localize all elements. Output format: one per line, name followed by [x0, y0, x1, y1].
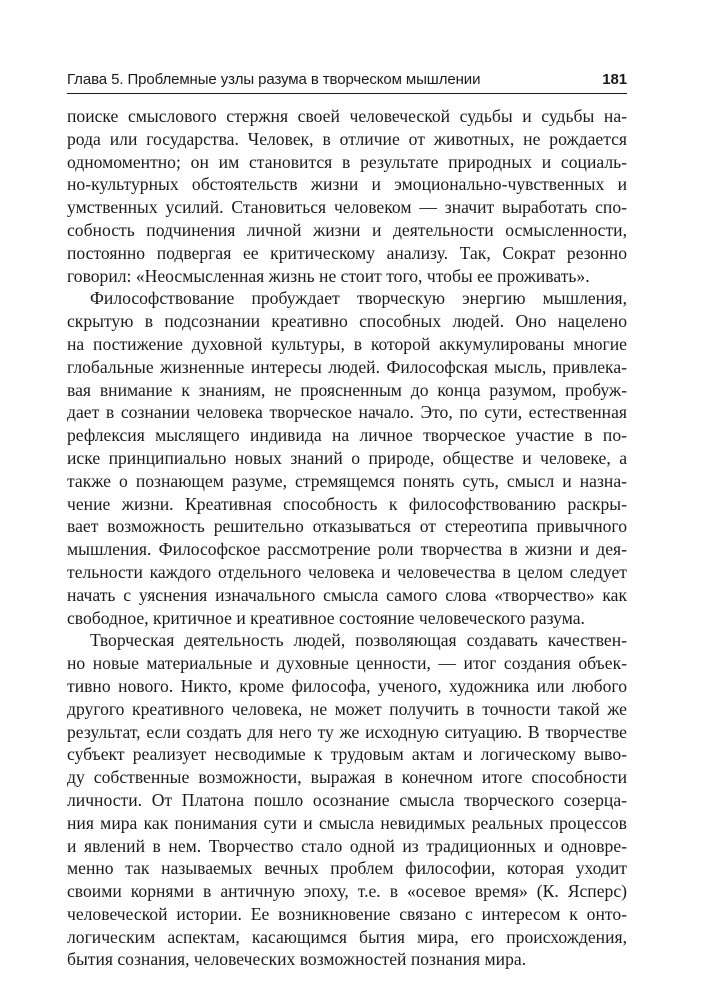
text-line: бытия сознания, человеческих возможностей познания мира. [67, 949, 527, 970]
text-line: мышления. Философское рассмотрение роли творчества в жизни и дея- [67, 539, 627, 560]
text-line: менно так называемых вечных проблем философии, которая уходит [67, 858, 627, 879]
text-line: дает в сознании человека творческое начало. Это, по сути, естественная [67, 402, 627, 423]
text-line: одномоментно; он им становится в результате природных и социаль- [67, 151, 627, 172]
page-number: 181 [602, 71, 627, 88]
header-rule [67, 93, 627, 94]
paragraph [67, 287, 627, 629]
body-text [67, 105, 627, 971]
text-line: также о познающем разуме, стремящемся понять суть, смысл и назна- [67, 470, 627, 491]
text-line: начать с уяснения изначального смысла самого слова «творчество» как [67, 584, 627, 605]
text-line: другого креативного человека, не может получить в точности такой же [67, 698, 627, 719]
text-line: логическим аспектам, касающимся бытия мира, его происхождения, [67, 926, 627, 947]
text-line: но-культурных обстоятельств жизни и эмоционально-чувственных и [67, 174, 627, 195]
text-line: и явлений в нем. Творчество стало одной из традиционных и одновре- [67, 835, 627, 856]
text-line: человеческой истории. Ее возникновение связано с интересом к онто- [67, 903, 627, 924]
text-line: умственных усилий. Становиться человеком — значит выработать спо- [67, 197, 627, 218]
text-line: личности. От Платона пошло осознание смысла творческого созерца- [67, 789, 627, 810]
text-line: результат, если создать для него ту же исходную ситуацию. В творчестве [67, 721, 627, 742]
text-line: Философствование пробуждает творческую энергию мышления, [90, 288, 627, 309]
text-line: ду собственные возможности, выражая в конечном итоге способности [67, 767, 627, 788]
paragraph [67, 629, 627, 971]
text-line: тельности каждого отдельного человека и человечества в целом следует [67, 561, 627, 582]
text-line: но новые материальные и духовные ценности, — итог создания объек- [67, 653, 627, 674]
text-line: чение жизни. Креативная способность к философствованию раскры- [67, 493, 627, 514]
text-line: иске принципиально новых знаний о природе, обществе и человеке, а [67, 447, 627, 468]
text-line: субъект реализует несводимые к трудовым актам и логическому выво- [67, 744, 627, 765]
text-line: свободное, критичное и креативное состояние человеческого разума. [67, 607, 585, 628]
chapter-title: Глава 5. Проблемные узлы разума в творческом мышлении [67, 71, 481, 88]
running-head [67, 70, 627, 94]
text-line: вает возможность решительно отказываться от стереотипа привычного [67, 516, 627, 537]
text-line: Творческая деятельность людей, позволяющая создавать качествен- [90, 630, 627, 651]
text-line: ния мира как понимания сути и смысла невидимых реальных процессов [67, 812, 627, 833]
text-line: рода или государства. Человек, в отличие от животных, не рождается [67, 128, 627, 149]
text-line: скрытую в подсознании креативно способных людей. Оно нацелено [67, 311, 627, 332]
text-line: рефлексия мыслящего индивида на личное творческое участие в по- [67, 425, 627, 446]
paragraph [67, 105, 627, 287]
text-line: глобальные жизненные интересы людей. Философская мысль, привлека- [67, 356, 627, 377]
text-line: вая внимание к знаниям, не проясненным до конца разумом, пробуж- [67, 379, 627, 400]
text-line: говорил: «Неосмысленная жизнь не стоит того, чтобы ее проживать». [67, 265, 590, 286]
text-line: своими корнями в античную эпоху, т.е. в «осевое время» (К. Ясперс) [67, 881, 627, 902]
text-line: собность подчинения личной жизни и деятельности осмысленности, [67, 219, 627, 240]
text-line: тивно нового. Никто, кроме философа, ученого, художника или любого [67, 675, 627, 696]
text-line: поиске смыслового стержня своей человеческой судьбы и судьбы на- [67, 106, 627, 126]
text-line: постоянно подвергая ее критическому анализу. Так, Сократ резонно [67, 242, 627, 263]
text-line: на постижение духовной культуры, в которой аккумулированы многие [67, 333, 627, 354]
